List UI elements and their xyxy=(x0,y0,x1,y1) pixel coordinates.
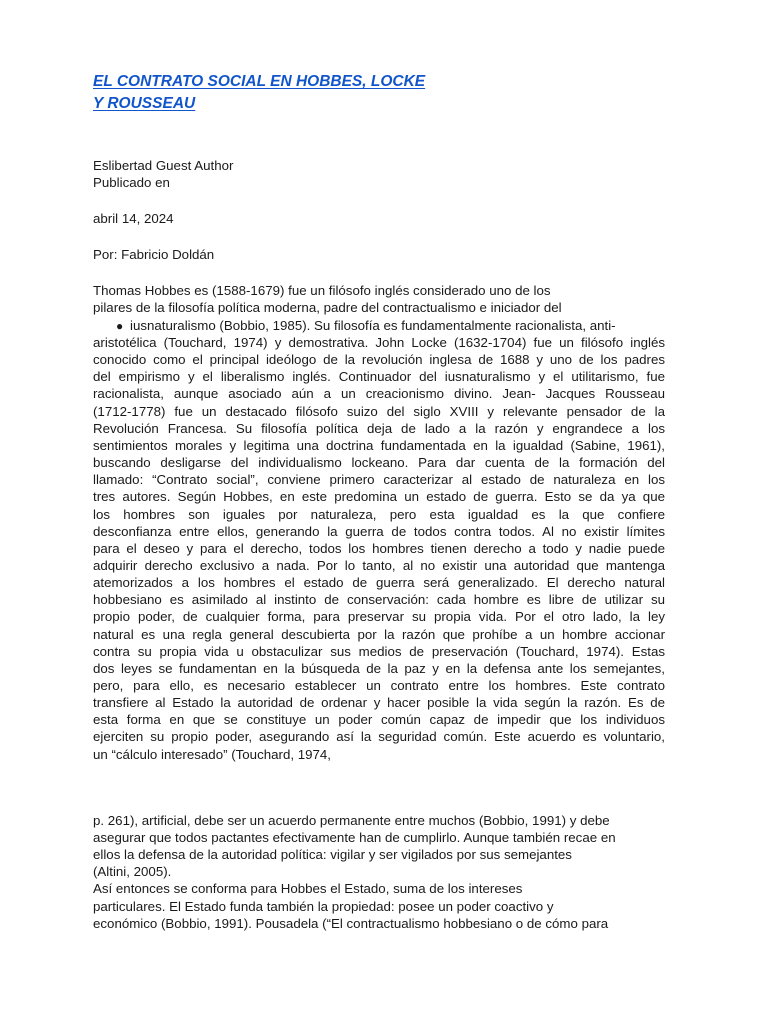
paragraph-line: Revolución Francesa. Su filosofía política deja de lado a la razón y engrandece a los xyxy=(93,421,665,436)
paragraph-line: del empirismo y el liberalismo inglés. Continuador del iusnaturalismo y el utilitarismo, fue xyxy=(93,369,665,384)
paragraph-line: atemorizados a los hombres el estado de guerra será generalizado. El derecho natural xyxy=(93,575,665,590)
bullet-icon: ● xyxy=(116,319,124,333)
paragraph-line: sentimientos morales y legitima una doctrina fundamentada en la igualdad (Sabine, 1961), xyxy=(93,438,665,453)
paragraph-line: natural es una regla general descubierta por la razón que prohíbe a un hombre accionar xyxy=(93,627,665,642)
paragraph-line: asegurar que todos pactantes efectivamente han de cumplirlo. Aunque también recae en xyxy=(93,830,616,845)
paragraph-line: racionalista, aunque asociado aún a un creacionismo divino. Jean- Jacques Rousseau xyxy=(93,386,665,401)
paragraph-line: propio poder, de cualquier forma, para preservar su propia vida. Por el otro lado, la ley xyxy=(93,609,665,624)
paragraph-line: dos leyes se fundamentan en la búsqueda de la paz y en la defensa ante los semejantes, xyxy=(93,661,665,676)
publish-date: abril 14, 2024 xyxy=(93,211,174,226)
paragraph-line: buscando desligarse del individualismo lockeano. Para dar cuenta de la formación del xyxy=(93,455,665,470)
paragraph-line: Así entonces se conforma para Hobbes el Estado, suma de los intereses xyxy=(93,881,523,896)
paragraph-line: contra su propia vida u obstaculizar sus medios de preservación (Touchard, 1974). Estas xyxy=(93,644,665,659)
paragraph-line: aristotélica (Touchard, 1974) y demostrativa. John Locke (1632-1704) fue un filósofo inglés xyxy=(93,335,665,350)
article-title-line-2[interactable]: Y ROUSSEAU xyxy=(93,95,196,112)
paragraph-line: hobbesiano es asimilado al instinto de conservación: cada hombre es libre de utilizar su xyxy=(93,592,665,607)
author-name: Eslibertad Guest Author xyxy=(93,158,234,173)
paragraph-line: p. 261), artificial, debe ser un acuerdo permanente entre muchos (Bobbio, 1991) y debe xyxy=(93,813,610,828)
paragraph-line: adquirir derecho exclusivo a nada. Por lo tanto, al no existir una autoridad que mantenga xyxy=(93,558,665,573)
paragraph-line: ejerciten su propio poder, asegurando así la seguridad común. Este acuerdo es voluntario, xyxy=(93,729,665,744)
paragraph-line: un “cálculo interesado” (Touchard, 1974, xyxy=(93,747,332,762)
paragraph-line: llamado: “Contrato social”, conviene primero caracterizar al estado de naturaleza en los xyxy=(93,472,665,487)
paragraph-line: conocido como el principal ideólogo de la revolución inglesa de 1688 y uno de los padres xyxy=(93,352,665,367)
bullet-item-line: iusnaturalismo (Bobbio, 1985). Su filosofía es fundamentalmente racionalista, anti- xyxy=(130,318,616,333)
paragraph-line: para el deseo y para el derecho, todos los hombres tienen derecho a todo y nadie puede xyxy=(93,541,665,556)
paragraph-line: particulares. El Estado funda también la propiedad: posee un poder coactivo y xyxy=(93,899,554,914)
paragraph-line: desconfianza entre ellos, generando la guerra de todos contra todos. Al no existir límites xyxy=(93,524,665,539)
published-label: Publicado en xyxy=(93,175,170,190)
article-title-line-1[interactable]: EL CONTRATO SOCIAL EN HOBBES, LOCKE xyxy=(93,73,426,90)
paragraph-line: transfiere al Estado la autoridad de ordenar y hacer posible la vida según la razón. Es de xyxy=(93,695,665,710)
byline: Por: Fabricio Doldán xyxy=(93,247,215,262)
paragraph-line: los hombres son iguales por naturaleza, pero esta igualdad es la que confiere xyxy=(93,507,665,522)
paragraph-line: esta forma en que se constituye un poder común capaz de impedir que los individuos xyxy=(93,712,665,727)
paragraph-line: (1712-1778) fue un destacado filósofo suizo del siglo XVIII y relevante pensador de la xyxy=(93,404,665,419)
paragraph-line: (Altini, 2005). xyxy=(93,864,172,879)
paragraph-line: tres autores. Según Hobbes, en este predomina un estado de guerra. Esto se da ya que xyxy=(93,489,665,504)
paragraph-line: ellos la defensa de la autoridad política: vigilar y ser vigilados por sus semejantes xyxy=(93,847,572,862)
paragraph-line: económico (Bobbio, 1991). Pousadela (“El contractualismo hobbesiano o de cómo para xyxy=(93,916,609,931)
article-title[interactable] xyxy=(93,71,513,115)
paragraph-line: pilares de la filosofía política moderna, padre del contractualismo e iniciador del xyxy=(93,300,562,315)
paragraph-line: Thomas Hobbes es (1588-1679) fue un filósofo inglés considerado uno de los xyxy=(93,283,551,298)
paragraph-line: pero, para ello, es necesario establecer un contrato entre los hombres. Este contrato xyxy=(93,678,665,693)
